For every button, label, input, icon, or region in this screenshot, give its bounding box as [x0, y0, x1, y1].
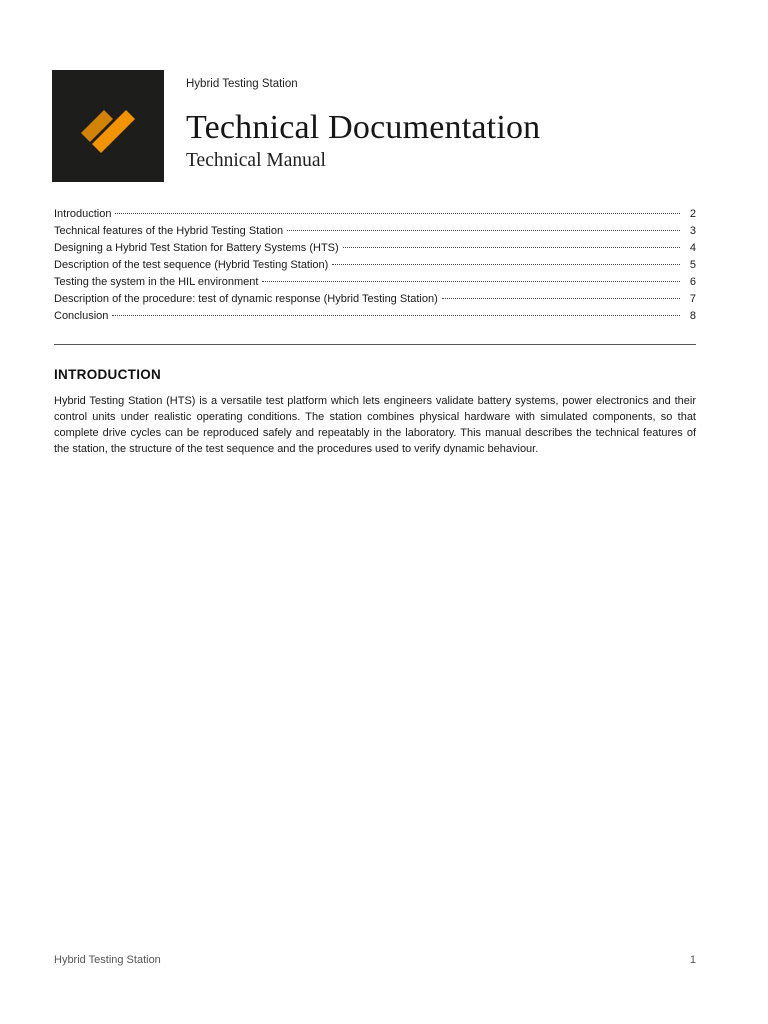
toc-entry-title: Description of the procedure: test of dynamic response (Hybrid Testing Station): [54, 293, 438, 305]
toc-entry-page: 4: [689, 242, 696, 254]
toc-entry[interactable]: [54, 310, 696, 322]
company-logo: [52, 70, 164, 182]
toc-entry-title: Designing a Hybrid Test Station for Battery Systems (HTS): [54, 242, 339, 254]
toc-entry-title: Testing the system in the HIL environment: [54, 276, 259, 288]
toc-leader-dots: [112, 315, 680, 316]
toc-entry[interactable]: [54, 208, 696, 220]
toc-entry-page: 6: [689, 276, 696, 288]
page-number: 1: [689, 954, 696, 966]
document-title: Technical Documentation: [186, 109, 541, 146]
toc-leader-dots: [332, 264, 680, 265]
toc-entry[interactable]: [54, 242, 696, 254]
introduction-paragraph: Hybrid Testing Station (HTS) is a versatile test platform which lets engineers validate battery systems, power electronics and their control units under realistic operating conditions. The station combines physical hardware with simulated components, so that complete drive cycles can be reproduced safely and repeatably in the laboratory. This manual describes the technical features of the station, the structure of the test sequence and the procedures used to verify dynamic behaviour.: [54, 395, 696, 455]
header-text: [164, 70, 698, 172]
toc-entry-page: 5: [689, 259, 696, 271]
toc-entry[interactable]: [54, 276, 696, 288]
table-of-contents: [0, 182, 750, 322]
toc-leader-dots: [115, 213, 680, 214]
toc-leader-dots: [343, 247, 680, 248]
logo-mark-icon: [52, 70, 164, 182]
toc-entry[interactable]: [54, 259, 696, 271]
document-subtitle: Technical Manual: [186, 149, 326, 171]
toc-entry-page: 3: [689, 225, 696, 237]
toc-entry-page: 7: [689, 293, 696, 305]
document-byline: Hybrid Testing Station: [186, 78, 298, 90]
footer-document-name: Hybrid Testing Station: [54, 954, 161, 966]
toc-entry[interactable]: [54, 225, 696, 237]
toc-leader-dots: [442, 298, 680, 299]
page-footer: [0, 954, 750, 966]
introduction-heading: INTRODUCTION: [54, 367, 162, 382]
toc-entry-title: Description of the test sequence (Hybrid Testing Station): [54, 259, 329, 271]
toc-leader-dots: [262, 281, 680, 282]
toc-entry-title: Introduction: [54, 208, 112, 220]
toc-leader-dots: [287, 230, 680, 231]
toc-entry[interactable]: [54, 293, 696, 305]
toc-entry-page: 8: [689, 310, 696, 322]
toc-entry-title: Conclusion: [54, 310, 109, 322]
toc-entry-page: 2: [689, 208, 696, 220]
document-header: [0, 0, 750, 182]
toc-entry-title: Technical features of the Hybrid Testing Station: [54, 225, 284, 237]
